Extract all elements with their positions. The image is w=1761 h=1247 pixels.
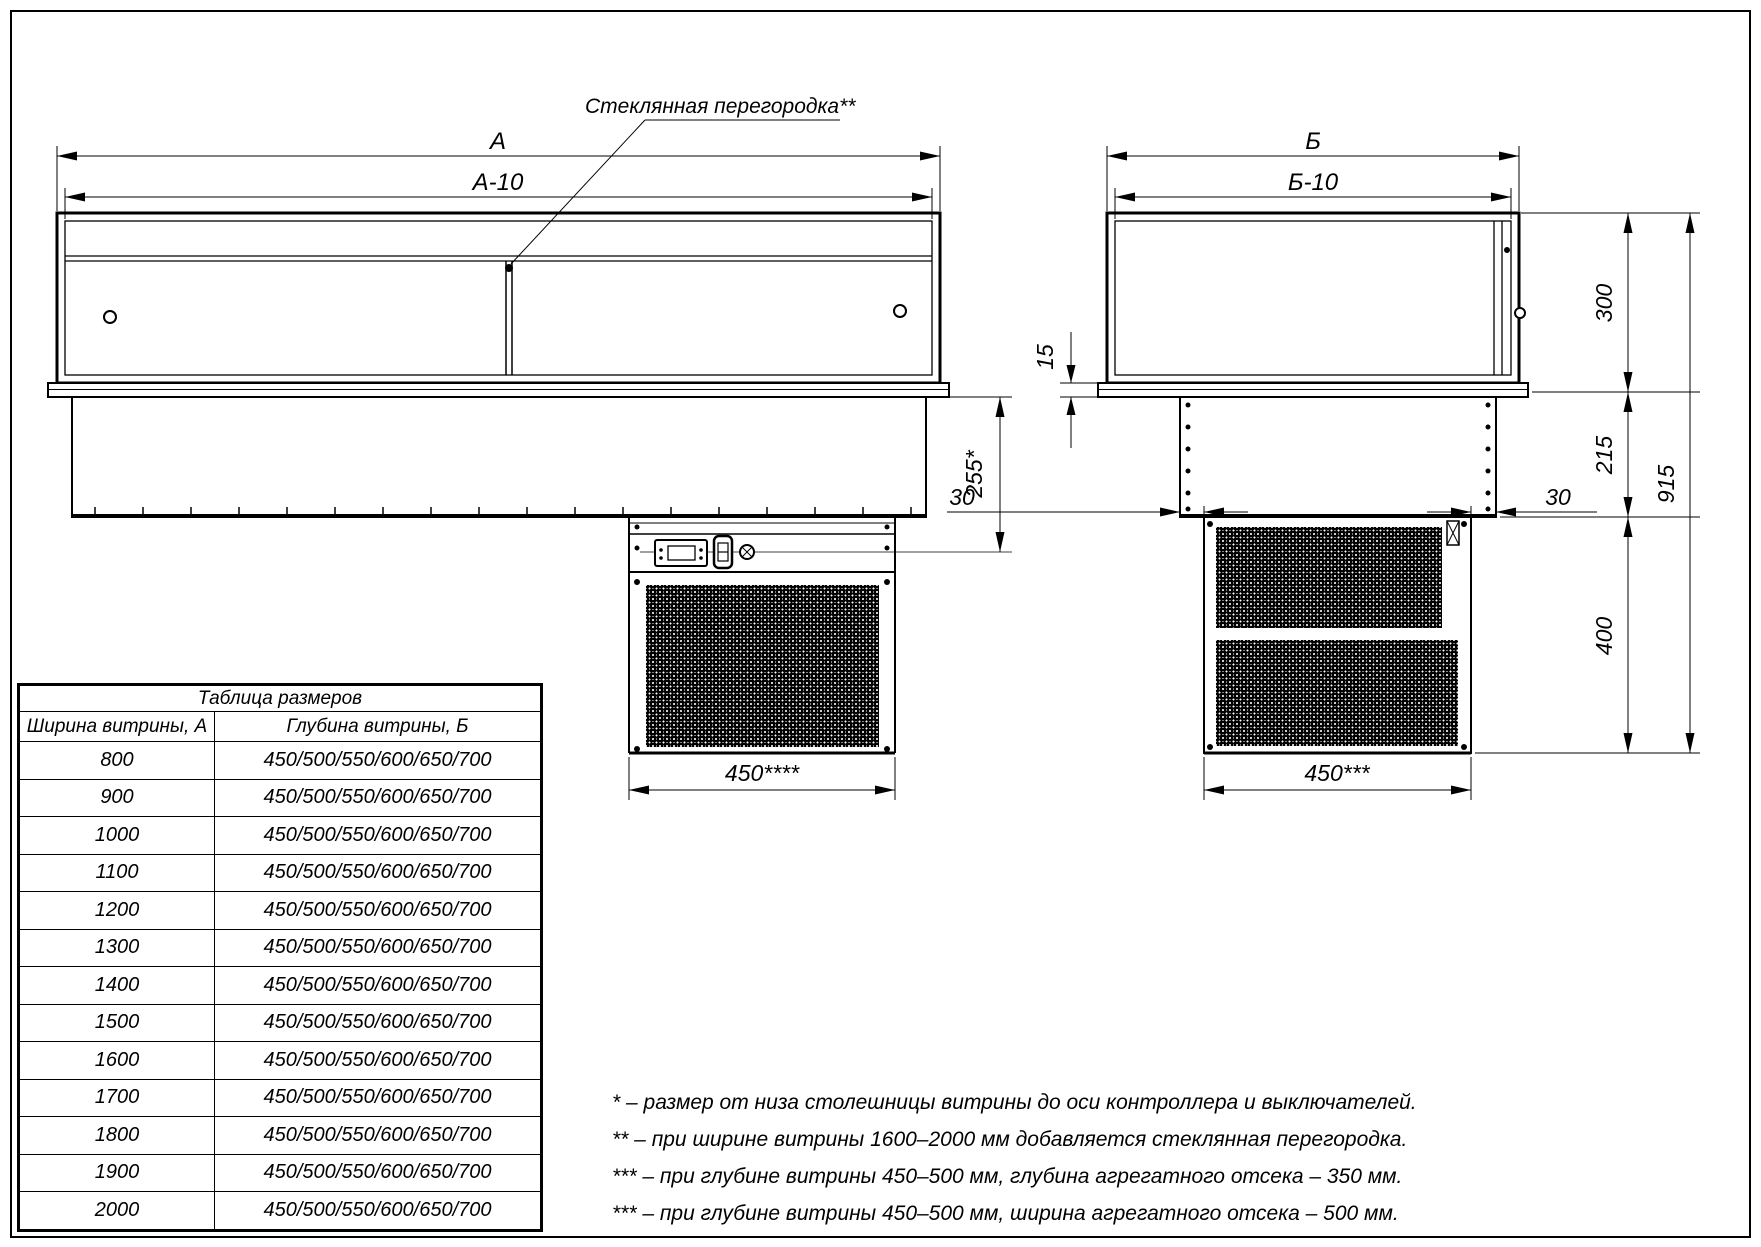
cell-depth: 450/500/550/600/650/700 [215, 817, 542, 855]
cell-width: 800 [19, 742, 215, 780]
controller-display-icon [655, 540, 707, 566]
table-row [19, 967, 542, 1005]
dim-label-450-side: 450*** [1304, 760, 1370, 786]
table-header-row [19, 712, 542, 742]
table-row [19, 854, 542, 892]
dim-label-255: 255* [961, 450, 987, 498]
dim-label-15: 15 [1032, 344, 1058, 370]
table-row [19, 1117, 542, 1155]
cell-depth: 450/500/550/600/650/700 [215, 779, 542, 817]
column-header-depth: Глубина витрины, Б [215, 712, 542, 742]
cell-width: 900 [19, 779, 215, 817]
side-dimensions [947, 146, 1700, 800]
table-row [19, 1192, 542, 1231]
table-row [19, 779, 542, 817]
cell-width: 1700 [19, 1079, 215, 1117]
footnotes [612, 1084, 1417, 1232]
dim-label-215: 215 [1591, 435, 1617, 475]
door-handle-side-icon [1515, 308, 1525, 318]
dim-label-300: 300 [1591, 283, 1617, 323]
cell-width: 1100 [19, 854, 215, 892]
table-title: Таблица размеров [19, 685, 542, 712]
condensing-unit-side [1204, 517, 1471, 753]
table-row [19, 892, 542, 930]
cell-depth: 450/500/550/600/650/700 [215, 892, 542, 930]
footnote-line: *** – при глубине витрины 450–500 мм, ширина агрегатного отсека – 500 мм. [612, 1202, 1399, 1225]
cell-depth: 450/500/550/600/650/700 [215, 1117, 542, 1155]
cell-width: 1800 [19, 1117, 215, 1155]
table-title-row [19, 685, 542, 712]
dim-label-30-right: 30 [1545, 484, 1571, 510]
door-handle-right-icon [894, 305, 906, 317]
footnote-line: ** – при ширине витрины 1600–2000 мм добавляется стеклянная перегородка. [612, 1128, 1408, 1151]
cell-width: 1400 [19, 967, 215, 1005]
front-view [48, 213, 1012, 753]
cell-depth: 450/500/550/600/650/700 [215, 854, 542, 892]
cell-depth: 450/500/550/600/650/700 [215, 1042, 542, 1080]
glass-partition-mullion [505, 261, 513, 375]
body-fastener-dots [1186, 403, 1491, 512]
cell-width: 1200 [19, 892, 215, 930]
cell-width: 1300 [19, 929, 215, 967]
power-switch-icon [714, 536, 732, 568]
cell-depth: 450/500/550/600/650/700 [215, 1004, 542, 1042]
cell-depth: 450/500/550/600/650/700 [215, 1079, 542, 1117]
dim-label-b10: Б-10 [1287, 169, 1339, 196]
footnote-line: *** – при глубине витрины 450–500 мм, глубина агрегатного отсека – 350 мм. [612, 1165, 1403, 1188]
table-row [19, 1079, 542, 1117]
table-row [19, 742, 542, 780]
table-row [19, 1042, 542, 1080]
body-fastener-ticks [95, 507, 911, 514]
dim-label-30-left: 30 [949, 484, 975, 510]
table-row [19, 929, 542, 967]
glass-partition-label: Стеклянная перегородка** [585, 95, 856, 118]
cell-width: 1000 [19, 817, 215, 855]
cell-width: 1900 [19, 1154, 215, 1192]
valve-fitting-icon [1447, 521, 1459, 545]
dimensions-table [17, 683, 543, 1232]
cell-width: 1500 [19, 1004, 215, 1042]
dim-label-a: А [489, 128, 507, 155]
dim-label-400: 400 [1591, 616, 1617, 656]
cell-depth: 450/500/550/600/650/700 [215, 929, 542, 967]
dim-label-450-front: 450**** [724, 760, 800, 786]
door-handle-left-icon [104, 311, 116, 323]
cell-depth: 450/500/550/600/650/700 [215, 1154, 542, 1192]
table-row [19, 1004, 542, 1042]
screw-dot-icon [505, 264, 513, 272]
cell-depth: 450/500/550/600/650/700 [215, 1192, 542, 1231]
condensing-unit-front [629, 517, 1012, 753]
cell-width: 2000 [19, 1192, 215, 1231]
screw-dot-icon [1504, 247, 1510, 253]
table-row [19, 1154, 542, 1192]
footnote-line: * – размер от низа столешницы витрины до оси контроллера и выключателей. [612, 1091, 1417, 1114]
cell-depth: 450/500/550/600/650/700 [215, 967, 542, 1005]
column-header-width: Ширина витрины, А [19, 712, 215, 742]
cell-depth: 450/500/550/600/650/700 [215, 742, 542, 780]
dim-label-a10: А-10 [472, 169, 524, 196]
dim-label-b: Б [1305, 128, 1321, 155]
dim-label-915: 915 [1653, 464, 1679, 504]
table-row [19, 817, 542, 855]
cell-width: 1600 [19, 1042, 215, 1080]
side-view [1098, 213, 1528, 753]
indicator-button-icon [740, 545, 754, 559]
